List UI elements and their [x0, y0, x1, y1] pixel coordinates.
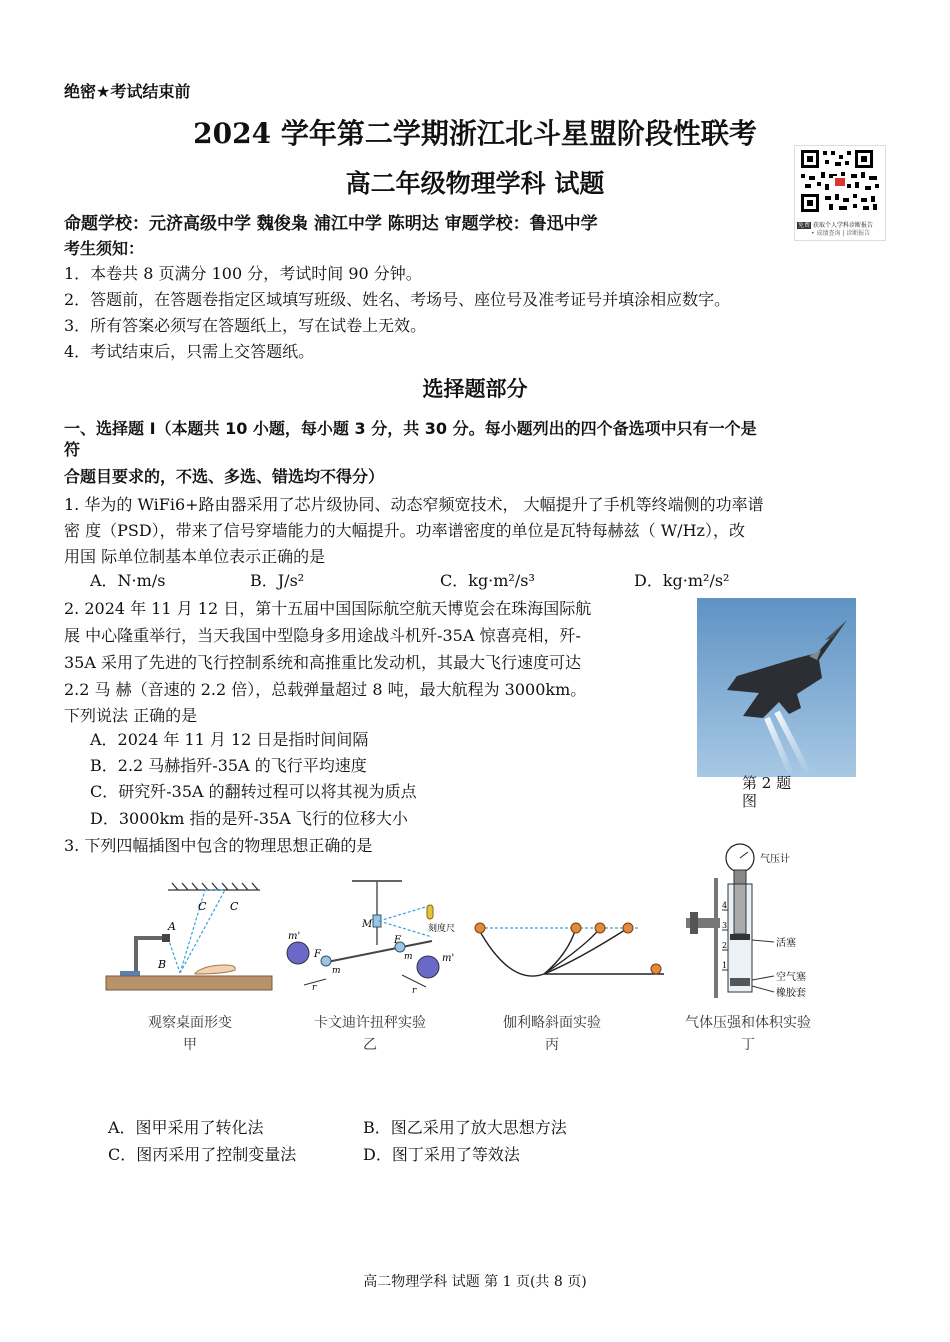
q2-stem-line: 2.2 马 赫（音速的 2.2 倍），总载弹量超过 8 吨，最大航程为 3000km。	[64, 680, 587, 699]
fig-label-3: 丙	[545, 1037, 559, 1053]
fig-label-4: 丁	[741, 1037, 755, 1053]
label-f: F	[314, 949, 321, 960]
fighter-jet-icon	[697, 598, 856, 777]
q1-stem-line: 用国 际单位制基本单位表示正确的是	[64, 547, 326, 566]
label-r: r	[312, 983, 317, 993]
q2-figure-caption-wrap: 图	[742, 792, 758, 810]
q1-option-b: B．J/s²	[250, 571, 305, 590]
label-f: F	[394, 935, 401, 946]
q2-figure-caption: 第 2 题	[742, 774, 792, 792]
qr-caption-2: • 成绩查询 | 诊断报告	[811, 230, 871, 237]
section-title: 选择题部分	[422, 376, 528, 401]
q3-option-b: B．图乙采用了放大思想方法	[363, 1118, 567, 1137]
q2-stem-line: 展 中心隆重举行，当天我国中型隐身多用途战斗机歼-35A 惊喜亮相，歼-	[64, 626, 581, 645]
exam-title: 2024 学年第二学期浙江北斗星盟阶段性联考	[193, 117, 757, 150]
label-c: C	[198, 900, 207, 913]
label-m-prime: m'	[442, 953, 455, 964]
q1-stem-line: 1. 华为的 WiFi6+路由器采用了芯片级协同、动态窄频宽技术， 大幅提升了手机等终端侧的功率谱	[64, 495, 764, 514]
label-rubber: 橡胶套	[776, 988, 806, 999]
q2-stem-line: 35A 采用了先进的飞行控制系统和高推重比发动机，其最大飞行速度可达	[64, 653, 582, 672]
label-c: C	[230, 900, 239, 913]
label-m: m	[332, 966, 341, 976]
q1-option-c: C．kg·m²/s³	[440, 571, 535, 590]
label-ruler: 刻度尺	[428, 924, 456, 934]
q2-option-c: C．研究歼-35A 的翻转过程可以将其视为质点	[90, 782, 417, 801]
fig-caption-1: 观察桌面形变	[148, 1015, 232, 1031]
scale-mark: 2	[722, 941, 728, 950]
label-m-prime: m'	[288, 931, 301, 942]
part-instruction-2: 合题目要求的，不选、多选、错选均不得分）	[64, 467, 385, 486]
secret-label: 绝密★考试结束前	[64, 82, 191, 101]
figure-desk-deformation	[100, 878, 280, 998]
figure-cavendish-balance	[282, 875, 472, 1000]
scale-mark: 1	[722, 961, 728, 970]
q3-option-c: C．图丙采用了控制变量法	[108, 1145, 297, 1164]
notice-item: 3．所有答案必须写在答题纸上，写在试卷上无效。	[64, 316, 427, 335]
qr-caption-1: 获取个人学科诊断报告	[812, 222, 873, 229]
fighter-jet-photo	[697, 598, 856, 777]
fig-label-1: 甲	[183, 1037, 197, 1053]
exam-subtitle: 高二年级物理学科 试题	[345, 169, 605, 198]
authoring-schools: 命题学校：元济高级中学 魏俊枭 浦江中学 陈明达 审题学校：鲁迅中学	[64, 214, 598, 234]
fig-label-2: 乙	[363, 1037, 377, 1053]
q3-option-d: D．图丁采用了等效法	[363, 1145, 520, 1164]
notice-title: 考生须知：	[64, 239, 145, 258]
notice-item: 4．考试结束后，只需上交答题纸。	[64, 342, 315, 361]
part-instruction: 一、选择题 Ⅰ（本题共 10 小题，每小题 3 分，共 30 分。每小题列出的四个备选项中只有一个是	[64, 419, 757, 438]
scale-mark: 3	[722, 921, 728, 930]
qr-code-panel[interactable]	[794, 145, 886, 241]
label-piston: 活塞	[776, 938, 796, 949]
qr-code-icon	[795, 146, 885, 218]
q3-stem: 3. 下列四幅插图中包含的物理思想正确的是	[64, 836, 373, 855]
label-a: A	[168, 920, 176, 933]
q1-stem-line: 密 度（PSD），带来了信号穿墙能力的大幅提升。功率谱密度的单位是瓦特每赫兹（ W/Hz），改	[64, 521, 745, 540]
label-r: r	[412, 986, 417, 996]
scale-mark: 4	[722, 901, 728, 910]
figure-gas-pressure	[680, 850, 830, 1000]
page-footer: 高二物理学科 试题 第 1 页(共 8 页)	[363, 1274, 587, 1290]
q2-option-a: A．2024 年 11 月 12 日是指时间间隔	[90, 730, 369, 749]
label-gauge: 气压计	[760, 854, 790, 865]
q2-option-b: B．2.2 马赫指歼-35A 的飞行平均速度	[90, 756, 367, 775]
part-instruction-wrap: 符	[64, 440, 81, 459]
label-m: m	[404, 952, 413, 962]
q1-option-d: D．kg·m²/s²	[634, 571, 730, 590]
q2-option-d: D．3000km 指的是歼-35A 飞行的位移大小	[90, 809, 408, 828]
notice-item: 2．答题前，在答题卷指定区域填写班级、姓名、考场号、座位号及准考证号并填涂相应数字。	[64, 290, 731, 309]
q1-option-a: A．N·m/s	[90, 571, 166, 590]
fig-caption-3: 伽利略斜面实验	[503, 1015, 601, 1031]
figure-galileo-ramp	[468, 900, 668, 990]
fig-caption-4: 气体压强和体积实验	[685, 1015, 811, 1031]
notice-item: 1．本卷共 8 页满分 100 分，考试时间 90 分钟。	[64, 264, 422, 283]
qr-badge: 免费	[798, 222, 811, 229]
label-b: B	[158, 958, 167, 971]
label-big-m: M	[362, 919, 373, 930]
q2-stem-line: 2. 2024 年 11 月 12 日，第十五届中国国际航空航天博览会在珠海国际航	[64, 599, 592, 618]
label-air-cap: 空气塞	[776, 972, 806, 983]
q3-option-a: A．图甲采用了转化法	[108, 1118, 264, 1137]
fig-caption-2: 卡文迪许扭秤实验	[314, 1015, 426, 1031]
q2-stem-line: 下列说法 正确的是	[64, 706, 198, 725]
